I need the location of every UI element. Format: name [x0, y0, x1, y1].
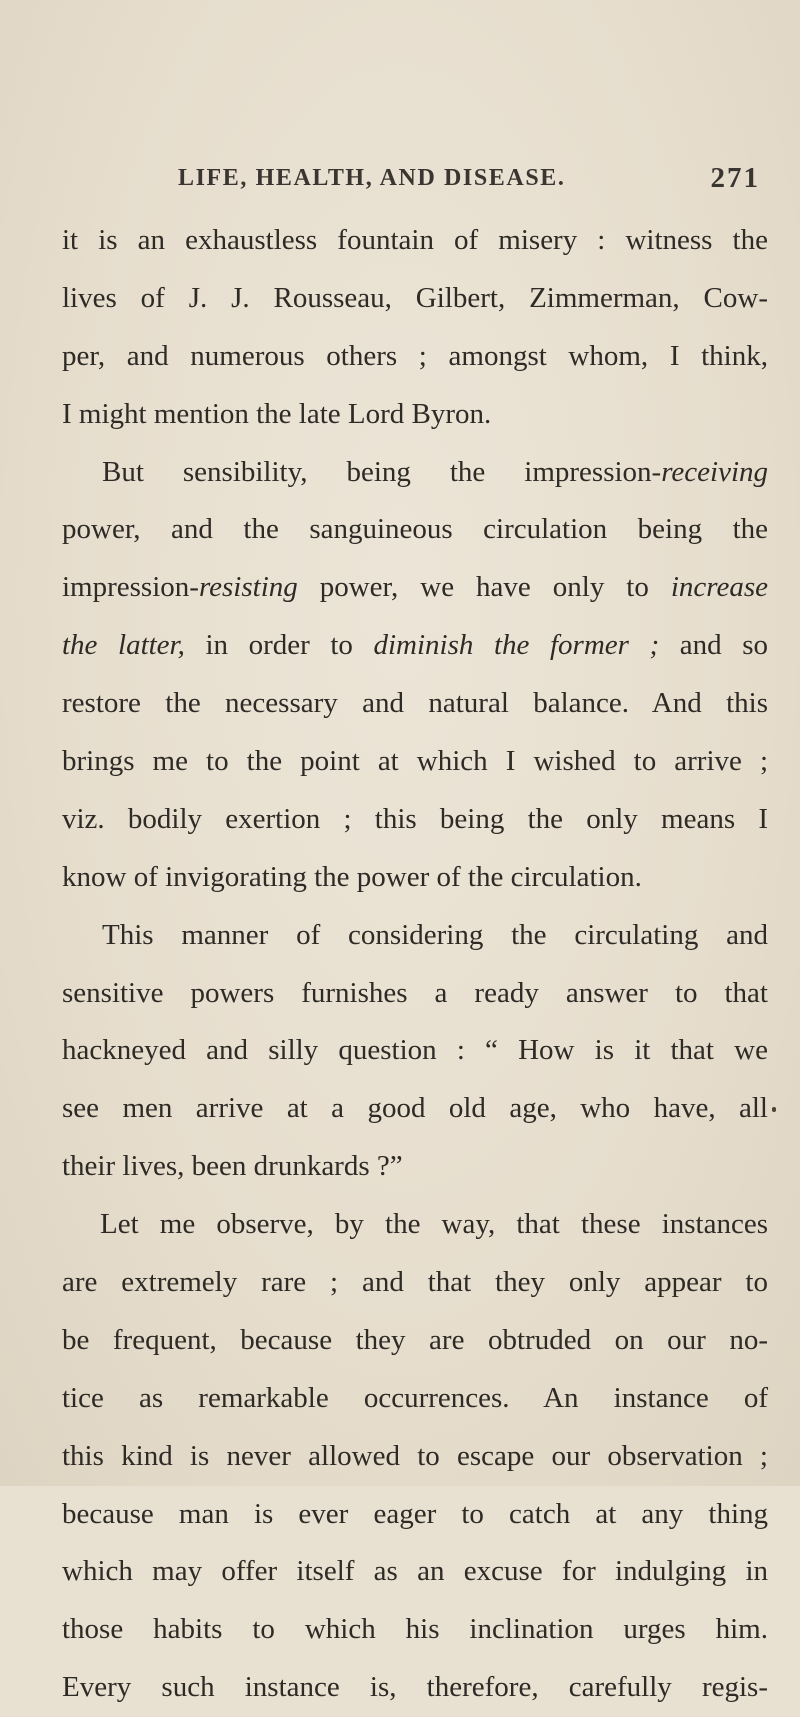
text-line	[62, 617, 768, 675]
text-line: be frequent, because they are obtruded on our no-	[62, 1323, 768, 1356]
text-line: per, and numerous others ; amongst whom, I think,	[62, 339, 768, 372]
text-run: power, we have only to	[297, 571, 671, 604]
text-line: see men arrive at a good old age, who have, all	[62, 1092, 768, 1125]
running-head	[178, 158, 770, 198]
text-line: brings me to the point at which I wished to arrive ;	[62, 745, 768, 778]
text-line: which may offer itself as an excuse for indulging in	[62, 1555, 768, 1588]
text-line	[62, 559, 768, 617]
italic-run: receiving	[661, 455, 768, 488]
text-line: it is an exhaustless fountain of misery : witness the	[62, 224, 768, 256]
text-line: I might mention the late Lord Byron.	[62, 397, 492, 430]
page-number: 271	[710, 162, 760, 194]
body-text	[62, 212, 768, 1717]
text-line: are extremely rare ; and that they only appear to	[62, 1266, 768, 1299]
italic-run: increase	[670, 571, 768, 604]
text-line: This manner of considering the circulating and	[102, 918, 768, 951]
text-line: lives of J. J. Rousseau, Gilbert, Zimmerman, Cow-	[62, 281, 768, 314]
italic-run: resisting	[198, 571, 298, 604]
text-line: Let me observe, by the way, that these instances	[100, 1208, 768, 1241]
text-line: Every such instance is, therefore, carefully regis-	[62, 1671, 768, 1704]
text-run: But sensibility, being the impression-	[102, 455, 662, 488]
text-line: tice as remarkable occurrences. An instance of	[62, 1381, 768, 1414]
text-line: because man is ever eager to catch at any thing	[62, 1497, 768, 1530]
text-line: those habits to which his inclination urges him.	[62, 1613, 768, 1646]
text-line: sensitive powers furnishes a ready answer to that	[62, 976, 768, 1009]
text-line: know of invigorating the power of the circulation.	[62, 860, 642, 893]
ink-speck	[772, 1107, 776, 1112]
text-run: and so	[659, 629, 768, 662]
text-line: their lives, been drunkards ?”	[62, 1150, 403, 1183]
text-line: this kind is never allowed to escape our observation ;	[62, 1439, 768, 1472]
text-run: impression-	[62, 571, 199, 604]
text-line: viz. bodily exertion ; this being the only means I	[62, 802, 768, 835]
italic-run: the latter,	[62, 629, 185, 662]
running-title: LIFE, HEALTH, AND DISEASE.	[178, 165, 566, 191]
text-line: hackneyed and silly question : “ How is it that we	[62, 1034, 768, 1067]
text-line: power, and the sanguineous circulation being the	[62, 513, 768, 546]
text-run: in order to	[184, 629, 374, 662]
text-line: restore the necessary and natural balance. And this	[62, 687, 768, 720]
text-line	[62, 444, 768, 502]
italic-run: diminish the former ;	[373, 629, 660, 662]
